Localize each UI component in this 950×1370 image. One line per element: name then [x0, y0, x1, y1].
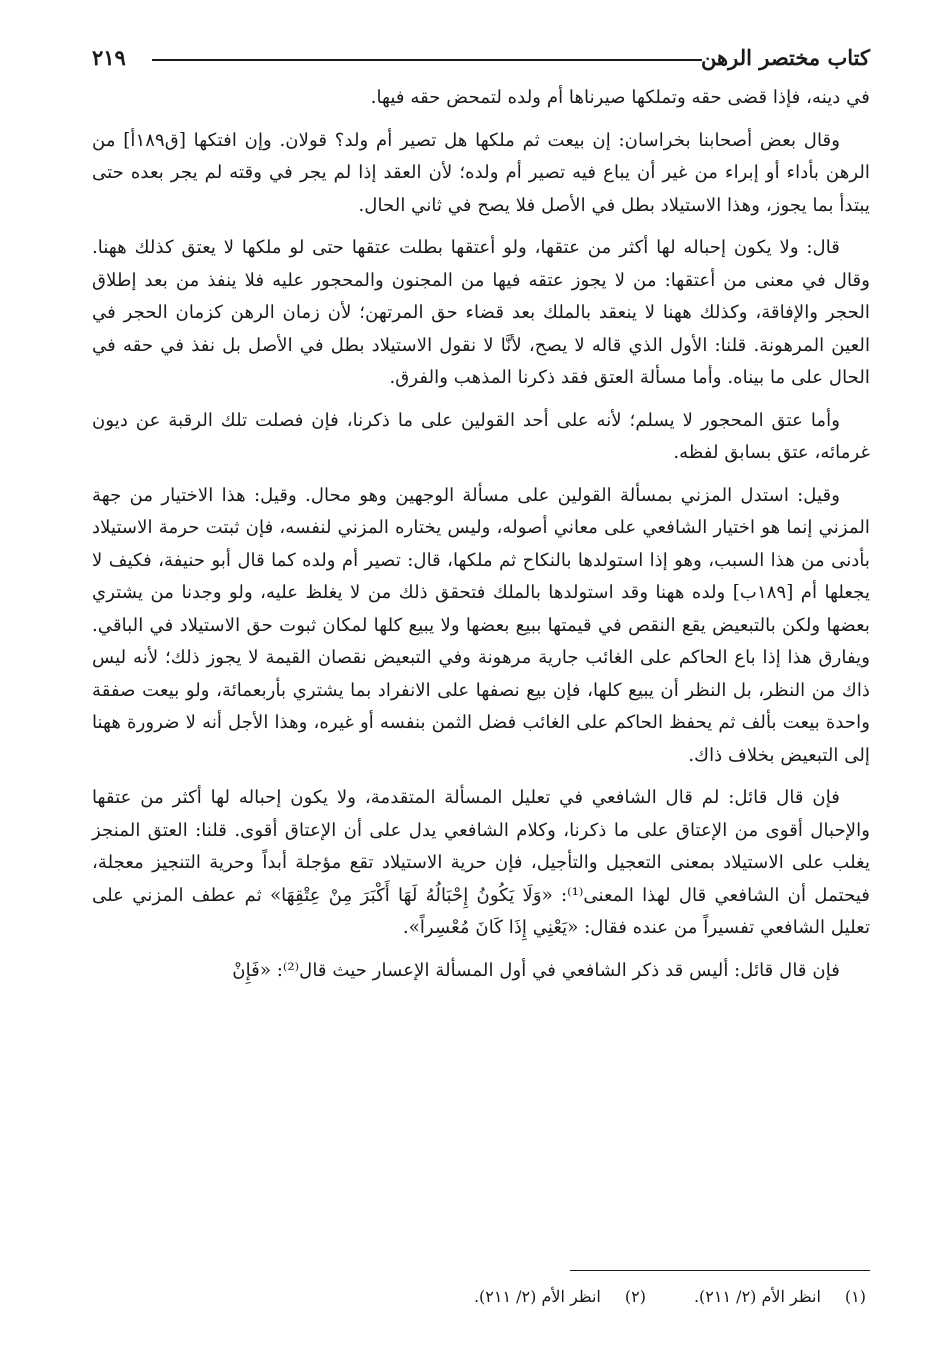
page-number: ٢١٩	[92, 44, 126, 70]
footnotes	[92, 1282, 870, 1312]
book-page	[92, 38, 870, 1338]
page-header	[92, 38, 870, 76]
running-title: كتاب مختصر الرهن	[701, 44, 870, 70]
paragraph-2: وقال بعض أصحابنا بخراسان: إن بيعت ثم ملكها هل تصير أم ولد؟ قولان. وإن افتكها [ق١٨٩أ] من الرهن بأداء أو إبراء من غير أن يباع فيه تصير أم ولده؛ لأن العقد إذا لم يجر في وقته لم يجر بعده حتى يبتدأ بما يجوز، وهذا الاستيلاد بطل في الأصل فلا يصح في ثاني الحال.	[92, 129, 870, 216]
paragraph-7: فإن قال قائل: أليس قد ذكر الشافعي في أول المسألة الإعسار حيث قال⁽²⁾: «فَإِنْ	[232, 959, 840, 981]
paragraph-6: فإن قال قائل: لم قال الشافعي في تعليل المسألة المتقدمة، ولا يكون إحباله لها أكثر من عتقها والإحبال أقوى من الإعتاق على ما ذكرنا، وكلام الشافعي يدل على أن الإعتاق أقوى. قلنا: العتق المنجز يغلب على الاستيلاد بمعنى التعجيل والتأجيل، فإن حرية الاستيلاد تقع مؤجلة أبداً وحرية التنجيز معجلة، فيحتمل أن الشافعي قال لهذا المعنى⁽¹⁾: «وَلَا يَكُونُ إِحْبَالُهُ لَهَا أَكْبَرَ مِنْ عِتْقِهَا» ثم عطف المزني على تعليل الشافعي تفسيراً من عنده فقال: «يَعْنِي إِذَا كَانَ مُعْسِراً».	[92, 787, 871, 938]
paragraph-5: وقيل: استدل المزني بمسألة القولين على مسألة الوجهين وهو محال. وقيل: هذا الاختيار من جهة المزني إنما هو اختيار الشافعي على معاني أصوله، وليس يختاره المزني لنفسه، فإن ثبتت حرمة الاستيلاد بأدنى من هذا السبب، وهو إذا استولدها بالنكاح ثم ملكها، قال: تصير أم ولده كما قال أبو حنيفة، فكيف لا يجعلها أم [١٨٩ب] ولده ههنا وقد استولدها بالملك فتحقق ذلك من لا يغلظ عليه، ولو وجدنا من يشتري بعضها ولكن بالتبعيض يقع النقص في قيمتها ببيع بعضها ولا يبيع كلها لمكان ثبوت حق الاستيلاد في الباقي. ويفارق هذا إذا باع الحاكم على الغائب جارية مرهونة وفي التبعيض نقصان القيمة لا يجوز ذلك؛ لأنه ليس ذاك من النظر، بل النظر أن يبيع كلها، فإن بيع نصفها على الانفراد بما يشتري بأربعمائة، ولو بيعت صفقة واحدة بيعت بألف ثم يحفظ الحاكم على الغائب فضل الثمن بنفسه أو غيره، وهذا الأجل أنه لا ضرورة ههنا إلى التبعيض بخلاف ذاك.	[92, 484, 871, 766]
footnote-1-number: (١)	[844, 1287, 866, 1306]
paragraph-4: وأما عتق المحجور لا يسلم؛ لأنه على أحد القولين على ما ذكرنا، فإن فصلت تلك الرقبة عن ديون غرمائه، عتق بسابق لفظه.	[92, 409, 870, 463]
footnote-2-number: (٢)	[624, 1287, 646, 1306]
paragraph-1: في دينه، فإذا قضى حقه وتملكها صيرناها أم ولده لتمحض حقه فيها.	[370, 87, 870, 108]
paragraph-3: قال: ولا يكون إحباله لها أكثر من عتقها، ولو أعتقها بطلت عتقها حتى لو ملكها لا يعتق كذلك ههنا. وقال في معنى من أعتقها: من لا يجوز عتقه فيها من المجنون والمحجور عليه فلا ينفذ من بعد إطلاق الحجر والإفاقة، وكذلك ههنا لا ينعقد بالملك بعد قضاء حق المرتهن؛ لأن زمان الرهن كزمان الحجر في العين المرهونة. قلنا: الأول الذي قاله لا يصح، لأنَّا لا نقول الاستيلاد بطل في الأصل بل نفذ في حقه في الحال على ما بيناه. وأما مسألة العتق فقد ذكرنا المذهب والفرق.	[92, 237, 870, 388]
footnote-rule	[570, 1270, 870, 1271]
footnote-2-text: انظر الأم (٢/ ٢١١).	[473, 1287, 601, 1306]
footnote-1	[694, 1282, 866, 1312]
body-text	[92, 82, 870, 987]
footnote-2	[474, 1282, 646, 1312]
header-rule	[152, 59, 702, 61]
footnote-1-text: انظر الأم (٢/ ٢١١).	[693, 1287, 821, 1306]
